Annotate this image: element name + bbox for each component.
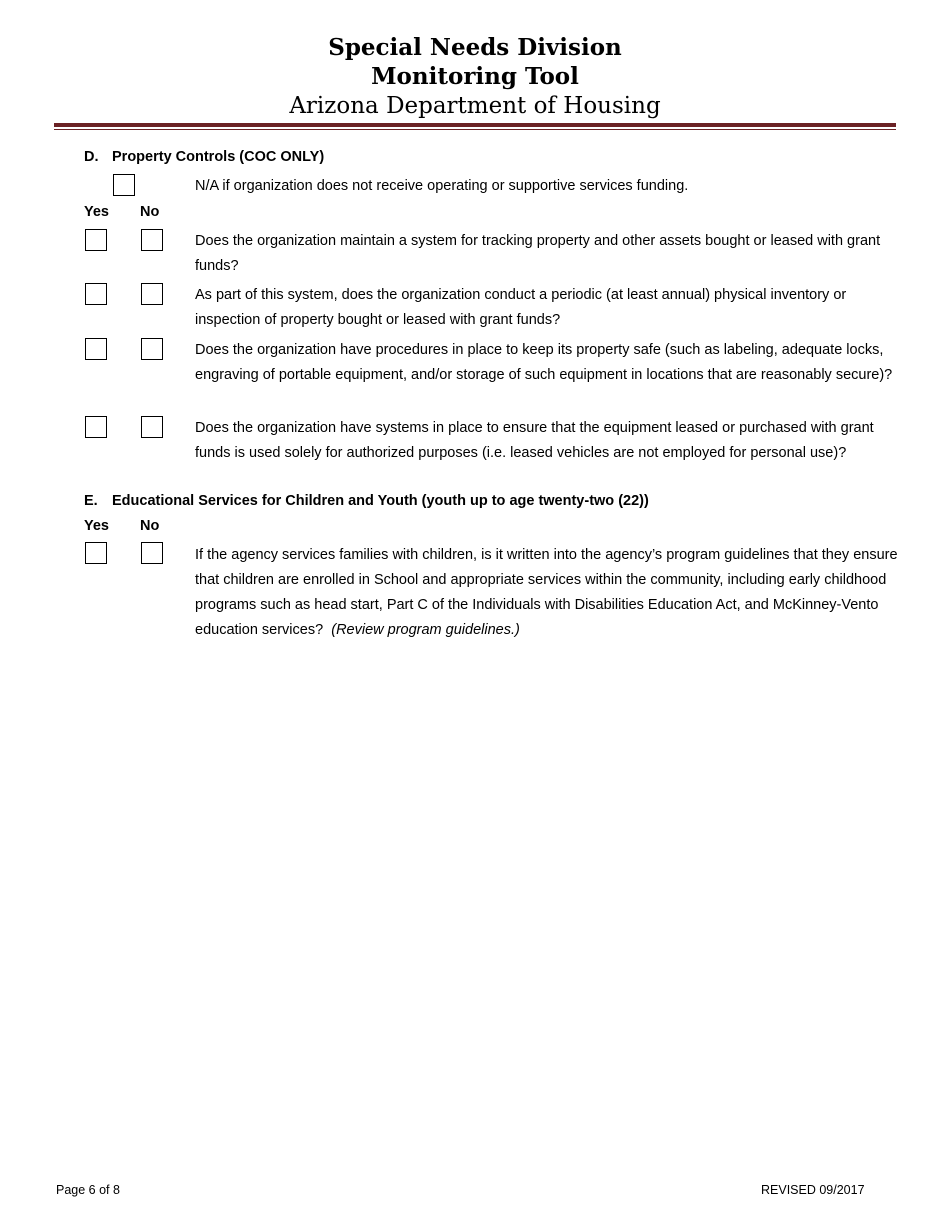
d-question-1: Does the organization maintain a system for tracking property and other assets bought or leased with grant funds?: [195, 233, 881, 274]
section-e-yes-label: Yes: [84, 518, 109, 534]
e-question-note: (Review program guidelines.): [331, 622, 520, 638]
header-rule-thin: [54, 129, 896, 130]
d-question-2: As part of this system, does the organization conduct a periodic (at least annual) physical inventory or inspection of property bought or leased with grant funds?: [195, 287, 847, 328]
e-q1-yes-checkbox[interactable]: [85, 542, 107, 564]
d-q3-yes-checkbox[interactable]: [85, 338, 107, 360]
division-title: Special Needs Division: [328, 34, 622, 61]
d-q2-no-checkbox[interactable]: [141, 283, 163, 305]
e-question-text: If the agency services families with children, is it written into the agency’s program guidelines that they ensure that children are enrolled in School and appropriate services within the community, including early childhood programs such as head start, Part C of the Individuals with Disabilities Education Act, and McKinney-Vento education services?: [195, 547, 898, 638]
na-text: N/A if organization does not receive operating or supportive services funding.: [195, 178, 689, 194]
department-title: Arizona Department of Housing: [289, 93, 661, 119]
d-q3-no-checkbox[interactable]: [141, 338, 163, 360]
section-e-title: Educational Services for Children and Youth (youth up to age twenty-two (22)): [112, 493, 649, 509]
section-d-yes-label: Yes: [84, 204, 109, 220]
section-d-heading: [84, 149, 324, 165]
na-checkbox[interactable]: [113, 174, 135, 196]
e-question-1: [195, 543, 900, 643]
section-d-no-label: No: [140, 204, 160, 220]
d-question-4: Does the organization have systems in place to ensure that the equipment leased or purchased with grant funds is used solely for authorized purposes (i.e. leased vehicles are not employed for personal use)?: [195, 420, 874, 461]
revised-date: REVISED 09/2017: [761, 1183, 865, 1197]
section-e-letter: E.: [84, 493, 98, 509]
d-question-3: Does the organization have procedures in place to keep its property safe (such as labeling, adequate locks, engraving of portable equipment, and/or storage of such equipment in locations that are reasonably secure)?: [195, 342, 893, 383]
d-q1-yes-checkbox[interactable]: [85, 229, 107, 251]
section-d-letter: D.: [84, 149, 99, 165]
d-q1-no-checkbox[interactable]: [141, 229, 163, 251]
e-q1-no-checkbox[interactable]: [141, 542, 163, 564]
section-d-title: Property Controls (COC ONLY): [112, 149, 325, 165]
section-e-heading: [84, 493, 649, 509]
d-q4-no-checkbox[interactable]: [141, 416, 163, 438]
header-rule-thick: [54, 123, 896, 127]
section-e-no-label: No: [140, 518, 160, 534]
tool-title: Monitoring Tool: [371, 63, 579, 90]
d-q4-yes-checkbox[interactable]: [85, 416, 107, 438]
page-number: Page 6 of 8: [56, 1183, 120, 1197]
d-q2-yes-checkbox[interactable]: [85, 283, 107, 305]
